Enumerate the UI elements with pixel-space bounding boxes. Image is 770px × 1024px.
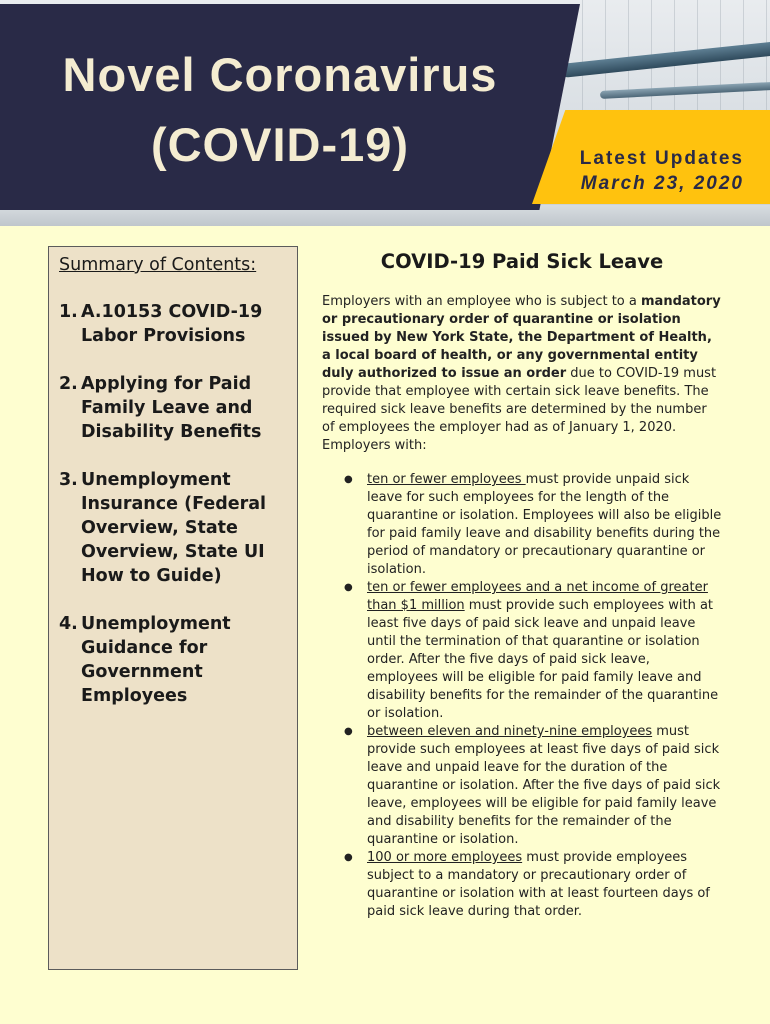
contents-item bbox=[59, 300, 291, 348]
contents-list bbox=[59, 300, 291, 732]
employer-size: ten or fewer employees and a net income of greater than $1 million bbox=[367, 580, 708, 613]
employer-size: ten or fewer employees bbox=[367, 472, 526, 487]
intro-text: Employers with an employee who is subject to a bbox=[322, 294, 641, 309]
item-text: A.10153 COVID-19 Labor Provisions bbox=[81, 302, 263, 346]
section-title: COVID-19 Paid Sick Leave bbox=[380, 250, 664, 273]
requirement-text: must provide such employees at least five days of paid sick leave and unpaid leave for the duration of the quarantine or isolation. After the five days of paid sick leave, employees will be eligible for paid family leave and disability benefits for the remainder of the quarantine or isolation. bbox=[367, 724, 721, 847]
list-item bbox=[367, 579, 722, 723]
list-item bbox=[367, 471, 722, 579]
item-number: 3. bbox=[59, 470, 78, 490]
item-text: Unemployment Insurance (Federal Overview, State Overview, State UI How to Guide) bbox=[81, 470, 267, 586]
list-item bbox=[367, 723, 722, 849]
employer-size: 100 or more employees bbox=[367, 850, 523, 865]
summary-heading: Summary of Contents: bbox=[59, 255, 257, 275]
contents-item bbox=[59, 468, 291, 588]
item-text: Unemployment Guidance for Government Employees bbox=[81, 614, 231, 706]
item-number: 4. bbox=[59, 614, 78, 634]
page-title-line2: (COVID-19) bbox=[150, 118, 410, 171]
requirement-text: must provide unpaid sick leave for such employees for the length of the quarantine or isolation. Employees will also be eligible for paid family leave and disability benefits during the period of mandatory or precautionary quarantine or isolation. bbox=[367, 472, 722, 577]
update-date: March 23, 2020 bbox=[580, 173, 744, 194]
item-number: 2. bbox=[59, 374, 78, 394]
intro-text-end: due to COVID-19 must provide that employee with certain sick leave benefits. The required sick leave benefits are determined by the number of employees the employer had as of January 1, 2020. Employers with: bbox=[322, 366, 717, 453]
title-panel bbox=[0, 4, 580, 210]
requirement-text: must provide such employees with at least five days of paid sick leave and unpaid leave until the termination of that quarantine or isolation order. After the five days of paid sick leave, employees will be eligible for paid family leave and disability benefits for the remainder of the quarantine or isolation. bbox=[367, 598, 719, 721]
list-item bbox=[367, 849, 722, 921]
contents-item bbox=[59, 612, 291, 708]
summary-sidebar bbox=[48, 246, 298, 970]
intro-paragraph bbox=[322, 293, 722, 455]
page-title-line1: Novel Coronavirus bbox=[62, 48, 498, 101]
requirement-text: must provide employees subject to a mandatory or precautionary order of quarantine or isolation with at least fourteen days of paid sick leave during that order. bbox=[367, 850, 710, 919]
item-number: 1. bbox=[59, 302, 78, 322]
intro-bold-text: mandatory or precautionary order of quarantine or isolation issued by New York State, the Department of Health, a local board of health, or any governmental entity duly authorized to issue an order bbox=[322, 294, 721, 381]
employer-size-list bbox=[322, 471, 722, 921]
main-content bbox=[322, 246, 722, 921]
contents-item bbox=[59, 372, 291, 444]
header-banner bbox=[0, 0, 770, 226]
item-text: Applying for Paid Family Leave and Disability Benefits bbox=[81, 374, 262, 442]
employer-size: between eleven and ninety-nine employees bbox=[367, 724, 653, 739]
updates-label: Latest Updates bbox=[579, 148, 744, 169]
